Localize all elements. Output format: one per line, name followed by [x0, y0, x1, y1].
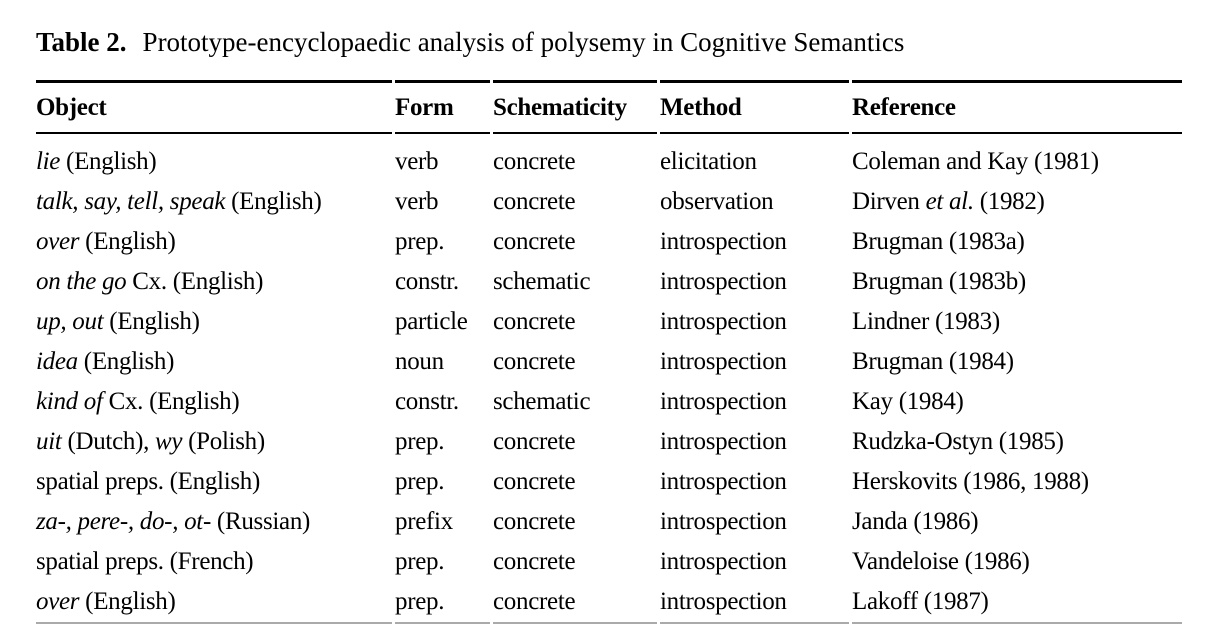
table-body	[36, 134, 1182, 624]
cell-schematicity: concrete	[493, 228, 576, 255]
polysemy-analysis-table	[33, 80, 1185, 624]
plain-text: (English)	[79, 588, 176, 615]
plain-text: Lindner (1983)	[852, 308, 1000, 335]
cell-form: verb	[395, 188, 439, 215]
column-header-form: Form	[395, 80, 490, 134]
cell-object	[36, 582, 392, 624]
italic-text: za-, pere-, do-, ot-	[36, 508, 211, 535]
cell-reference	[852, 222, 1182, 262]
table-row	[36, 582, 1182, 624]
plain-text: spatial preps. (French)	[36, 548, 254, 575]
cell-object	[36, 542, 392, 582]
cell-method: introspection	[660, 268, 787, 295]
column-header-object: Object	[36, 80, 392, 134]
cell-method: introspection	[660, 582, 849, 624]
plain-text: Coleman and Kay (1981)	[852, 148, 1099, 175]
cell-reference	[852, 342, 1182, 382]
cell-reference	[852, 542, 1182, 582]
cell-schematicity: concrete	[493, 508, 576, 535]
table-row	[36, 262, 1182, 302]
plain-text: (English)	[103, 308, 200, 335]
cell-method: introspection	[660, 508, 787, 535]
cell-method: introspection	[660, 228, 787, 255]
cell-form: prep.	[395, 428, 445, 455]
plain-text: (Dutch),	[61, 428, 155, 455]
column-header-schematicity: Schematicity	[493, 80, 657, 134]
cell-schematicity: concrete	[493, 188, 576, 215]
italic-text: kind of	[36, 388, 103, 415]
cell-form: constr.	[395, 268, 459, 295]
cell-schematicity: schematic	[493, 268, 591, 295]
header-row	[36, 80, 1182, 134]
plain-text: (English)	[77, 348, 175, 375]
cell-form: prefix	[395, 508, 453, 535]
cell-method: introspection	[660, 308, 787, 335]
cell-schematicity: concrete	[493, 548, 576, 575]
table-row	[36, 182, 1182, 222]
cell-method: introspection	[660, 468, 787, 495]
italic-text: talk, say, tell, speak	[36, 188, 226, 215]
cell-reference	[852, 422, 1182, 462]
plain-text: Kay (1984)	[852, 388, 964, 415]
cell-object	[36, 342, 392, 382]
cell-schematicity: concrete	[493, 468, 576, 495]
plain-text: (Polish)	[182, 428, 265, 455]
table-row	[36, 222, 1182, 262]
plain-text: Brugman (1983b)	[852, 268, 1026, 295]
cell-object	[36, 462, 392, 502]
plain-text: Herskovits (1986, 1988)	[852, 468, 1089, 495]
table-caption-text: Prototype-encyclopaedic analysis of polysemy in Cognitive Semantics	[142, 27, 905, 57]
plain-text: spatial preps. (English)	[36, 468, 261, 495]
italic-text: over	[36, 588, 80, 615]
cell-object	[36, 422, 392, 462]
italic-text: wy	[155, 428, 183, 455]
cell-schematicity: concrete	[493, 582, 657, 624]
cell-method: introspection	[660, 388, 787, 415]
cell-reference	[852, 382, 1182, 422]
plain-text: Vandeloise (1986)	[852, 548, 1030, 575]
cell-object	[36, 182, 392, 222]
cell-schematicity: concrete	[493, 308, 576, 335]
plain-text: Brugman (1983a)	[852, 228, 1025, 255]
cell-form: noun	[395, 348, 444, 375]
table-caption	[36, 26, 904, 60]
cell-reference	[852, 302, 1182, 342]
plain-text: Cx. (English)	[102, 388, 240, 415]
cell-object	[36, 382, 392, 422]
cell-reference	[852, 262, 1182, 302]
plain-text: Rudzka-Ostyn (1985)	[852, 428, 1064, 455]
italic-text: uit	[36, 428, 62, 455]
cell-reference	[852, 582, 1182, 624]
table-row	[36, 542, 1182, 582]
cell-method: elicitation	[660, 148, 757, 175]
cell-form: particle	[395, 308, 468, 335]
cell-form: verb	[395, 148, 439, 175]
cell-schematicity: concrete	[493, 348, 576, 375]
table-row	[36, 134, 1182, 182]
cell-schematicity: schematic	[493, 388, 591, 415]
cell-method: introspection	[660, 348, 787, 375]
plain-text: (English)	[60, 148, 157, 175]
italic-text: on the go	[36, 268, 127, 295]
cell-form: prep.	[395, 548, 445, 575]
table-row	[36, 422, 1182, 462]
column-header-method: Method	[660, 80, 849, 134]
cell-form: prep.	[395, 582, 490, 624]
plain-text: Dirven	[852, 188, 926, 215]
cell-reference	[852, 462, 1182, 502]
table-row	[36, 302, 1182, 342]
plain-text: (1982)	[973, 188, 1045, 215]
cell-form: prep.	[395, 228, 445, 255]
plain-text: Cx. (English)	[126, 268, 264, 295]
cell-method: introspection	[660, 428, 787, 455]
plain-text: (English)	[79, 228, 176, 255]
italic-text: idea	[36, 348, 78, 375]
cell-object	[36, 134, 392, 182]
cell-object	[36, 262, 392, 302]
table-row	[36, 502, 1182, 542]
cell-form: prep.	[395, 468, 445, 495]
cell-reference	[852, 134, 1182, 182]
cell-object	[36, 222, 392, 262]
italic-text: et al.	[925, 188, 974, 215]
plain-text: Janda (1986)	[852, 508, 979, 535]
cell-object	[36, 502, 392, 542]
plain-text: (Russian)	[210, 508, 311, 535]
plain-text: Lakoff (1987)	[852, 588, 989, 615]
table-row	[36, 342, 1182, 382]
cell-reference	[852, 502, 1182, 542]
italic-text: up, out	[36, 308, 104, 335]
table-caption-label: Table 2.	[36, 27, 127, 57]
cell-schematicity: concrete	[493, 148, 576, 175]
italic-text: over	[36, 228, 80, 255]
italic-text: lie	[36, 148, 61, 175]
cell-method: observation	[660, 188, 774, 215]
plain-text: (English)	[225, 188, 322, 215]
column-header-reference: Reference	[852, 80, 1182, 134]
cell-schematicity: concrete	[493, 428, 576, 455]
table-row	[36, 462, 1182, 502]
cell-form: constr.	[395, 388, 459, 415]
cell-reference	[852, 182, 1182, 222]
cell-method: introspection	[660, 548, 787, 575]
table-row	[36, 382, 1182, 422]
plain-text: Brugman (1984)	[852, 348, 1014, 375]
cell-object	[36, 302, 392, 342]
